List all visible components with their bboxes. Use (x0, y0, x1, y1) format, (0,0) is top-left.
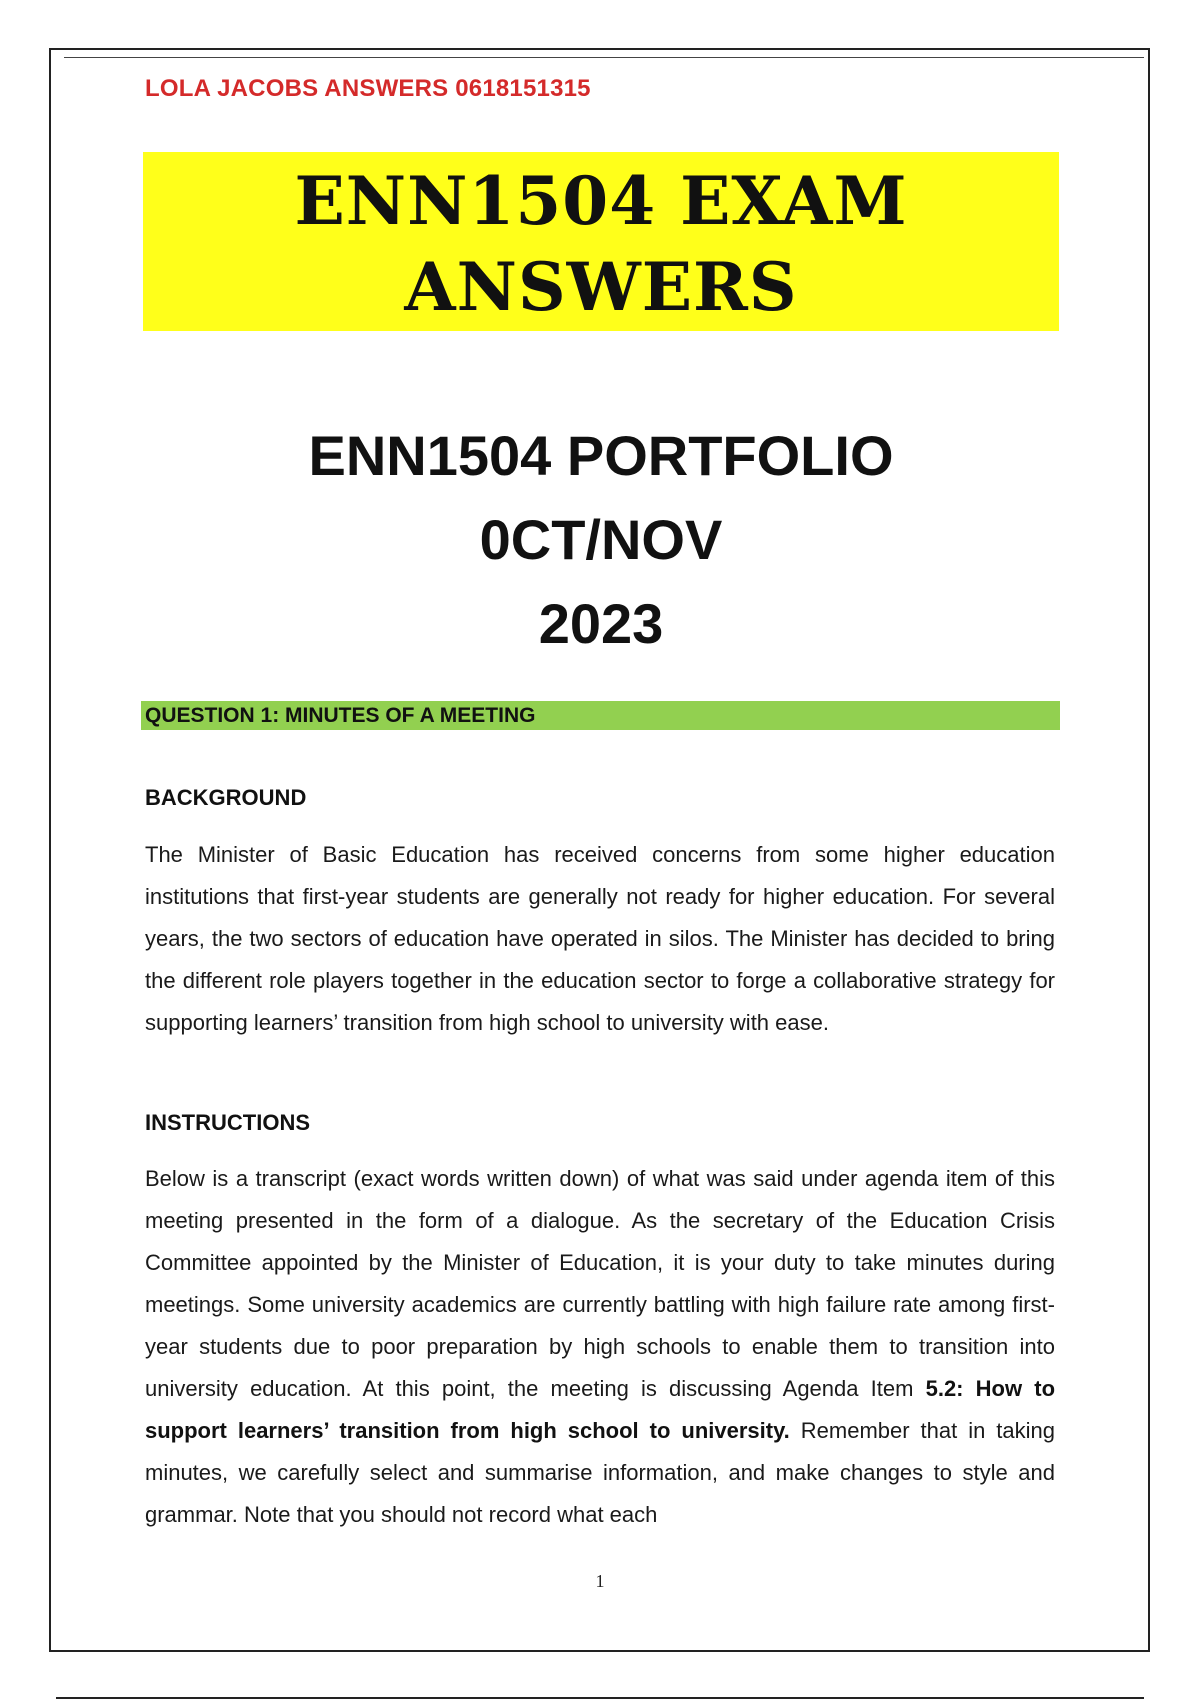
instructions-paragraph (145, 1158, 1055, 1536)
background-heading: BACKGROUND (145, 785, 307, 810)
instructions-text-end: Remember that in taking minutes, we carefully select and summarise information, and make changes to style and grammar. Note that you should not record what each (145, 1418, 1056, 1527)
portfolio-line-1: ENN1504 PORTFOLIO (308, 424, 894, 487)
question-heading: QUESTION 1: MINUTES OF A MEETING (141, 701, 1060, 730)
background-paragraph: The Minister of Basic Education has received concerns from some higher education institutions that first-year students are generally not ready for higher education. For several years, the two sectors of education have operated in silos. The Minister has decided to bring the different role players together in the education sector to forge a collaborative strategy for supporting learners’ transition from high school to university with ease. (145, 842, 1055, 1035)
page-number: 1 (595, 1571, 605, 1591)
instructions-text-start: Below is a transcript (exact words written down) of what was said under agenda item of this meeting presented in the form of a dialogue. As the secretary of the Education Crisis Committee appointed by the Minister of Education, it is your duty to take minutes during meetings. Some university academics are currently battling with high failure rate among first-year students due to poor preparation by high schools to enable them to transition into university education. At this point, the meeting is discussing Agenda Item (145, 1166, 1055, 1401)
footer-rule (56, 1697, 1144, 1699)
title-line-1: ENN1504 EXAM (294, 162, 908, 240)
title-banner (143, 152, 1059, 331)
portfolio-title (143, 414, 1059, 666)
header-rule (64, 57, 1144, 58)
portfolio-line-3: 2023 (538, 592, 664, 655)
watermark-text: LOLA JACOBS ANSWERS 0618151315 (145, 75, 591, 102)
portfolio-line-2: 0CT/NOV (479, 508, 723, 571)
instructions-heading: INSTRUCTIONS (145, 1110, 310, 1135)
title-line-2: ANSWERS (404, 248, 798, 326)
agenda-item-emphasis: 5.2: How to support learners’ transition from high school to university. (145, 1376, 1056, 1443)
